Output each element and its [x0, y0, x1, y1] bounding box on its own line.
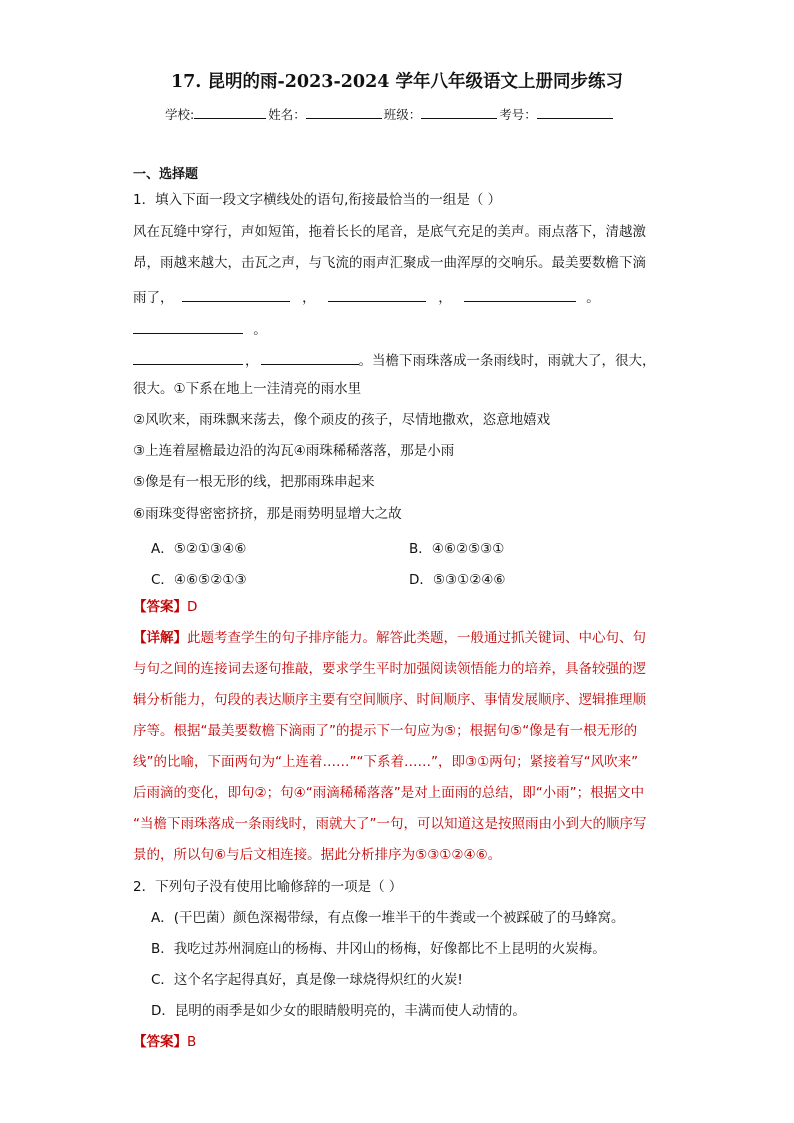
- q1-option-a[interactable]: A．⑤②①③④⑥: [151, 541, 247, 557]
- detail-label: 【详解】: [133, 630, 187, 646]
- blank-3[interactable]: [464, 286, 576, 302]
- school-label: 学校:: [165, 107, 195, 122]
- q1-option-d[interactable]: D．⑤③①②④⑥: [409, 572, 506, 588]
- passage-text: 雨了，: [133, 290, 174, 306]
- passage-line: 风在瓦缝中穿行，声如短笛，拖着长长的尾音，是底气充足的美声。雨点落下，清越激: [133, 224, 646, 240]
- id-label: 考号：: [499, 107, 537, 122]
- blank-6[interactable]: [261, 349, 359, 365]
- detail-text: 景的，所以句⑥与后文相连接。据此分析排序为⑤③①②④⑥。: [133, 847, 502, 863]
- id-field[interactable]: [537, 104, 613, 119]
- detail-text: 后雨滴的变化，即句②；句④“雨滴稀稀落落”是对上面雨的总结，即“小雨”；根据文中: [133, 785, 645, 801]
- section-heading: 一、选择题: [133, 167, 199, 182]
- answer-label: 【答案】: [133, 1034, 187, 1050]
- blank-4[interactable]: [133, 318, 243, 334]
- q1-option-c[interactable]: C．④⑥⑤②①③: [151, 572, 247, 588]
- blank-1[interactable]: [182, 286, 290, 302]
- school-field[interactable]: [194, 104, 266, 119]
- name-field[interactable]: [306, 104, 382, 119]
- blank-5[interactable]: [133, 349, 243, 365]
- sentence-option: ⑥雨珠变得密密挤挤，那是雨势明显增大之故: [133, 506, 402, 522]
- passage-line: 很大。①下系在地上一洼清亮的雨水里: [133, 381, 362, 397]
- class-label: 班级：: [383, 107, 422, 122]
- q2-option-b[interactable]: B．我吃过苏州洞庭山的杨梅、井冈山的杨梅，好像都比不上昆明的火炭梅。: [151, 941, 606, 957]
- q2-option-d[interactable]: D．昆明的雨季是如少女的眼睛般明亮的，丰满而使人动情的。: [151, 1003, 526, 1019]
- passage-text: 。当檐下雨珠落成一条雨线时，雨就大了，很大，: [358, 353, 656, 369]
- passage-line-blanks: [133, 286, 600, 307]
- answer-label: 【答案】: [133, 599, 187, 615]
- q1-detail: [133, 629, 646, 647]
- comma: ，: [245, 353, 259, 369]
- page-title: 17. 昆明的雨-2023-2024 学年八年级语文上册同步练习: [170, 72, 624, 92]
- question-1-stem: 1．填入下面一段文字横线处的语句,衔接最恰当的一组是（ ）: [133, 192, 502, 208]
- passage-line-blanks: [133, 349, 656, 370]
- class-field[interactable]: [421, 104, 497, 119]
- detail-text: 辑分析能力，句段的表达顺序主要有空间顺序、时间顺序、事情发展顺序、逻辑推理顺: [133, 692, 646, 708]
- sentence-option: ③上连着屋檐最边沿的沟瓦④雨珠稀稀落落，那是小雨: [133, 443, 455, 459]
- answer-value: D: [187, 599, 198, 615]
- sentence-option: ②风吹来，雨珠飘来荡去，像个顽皮的孩子，尽情地撒欢，恣意地嬉戏: [133, 412, 551, 428]
- blank-2[interactable]: [328, 286, 426, 302]
- sentence-option: ⑤像是有一根无形的线，把那雨珠串起来: [133, 474, 375, 490]
- detail-text: 与句之间的连接词去逐句推敲，要求学生平时加强阅读领悟能力的培养，具备较强的逻: [133, 661, 646, 677]
- period: 。: [253, 322, 267, 338]
- detail-text: “当檐下雨珠落成一条雨线时，雨就大了”一句，可以知道这是按照雨由小到大的顺序写: [133, 816, 647, 832]
- passage-line-blanks: [133, 318, 267, 339]
- name-label: 姓名：: [268, 107, 306, 122]
- q1-option-b[interactable]: B．④⑥②⑤③①: [409, 541, 505, 557]
- detail-text: 此题考查学生的句子排序能力。解答此类题，一般通过抓关键词、中心句、句: [187, 630, 646, 646]
- detail-text: 线”的比喻，下面两句为“上连着……”“下系着……”，即③①两句；紧接着写“风吹来”: [133, 754, 639, 770]
- comma: ，: [302, 290, 316, 306]
- detail-text: 序等。根据“最美要数檐下滴雨了”的提示下一句应为⑤；根据句⑤“像是有一根无形的: [133, 723, 638, 739]
- passage-line: 昂，雨越来越大，击瓦之声，与飞流的雨声汇聚成一曲浑厚的交响乐。最美要数檐下滴: [133, 255, 646, 271]
- comma: ，: [438, 290, 452, 306]
- student-info-row: [165, 104, 615, 123]
- question-2-stem: 2．下列句子没有使用比喻修辞的一项是（ ）: [133, 879, 403, 895]
- q2-option-a[interactable]: A．(干巴菌）颜色深褐带绿，有点像一堆半干的牛粪或一个被踩破了的马蜂窝。: [151, 910, 625, 926]
- q1-answer: [133, 598, 197, 616]
- period: 。: [586, 290, 600, 306]
- q2-option-c[interactable]: C．这个名字起得真好，真是像一球烧得炽红的火炭!: [151, 972, 463, 988]
- q2-answer: [133, 1033, 196, 1051]
- answer-value: B: [187, 1034, 197, 1050]
